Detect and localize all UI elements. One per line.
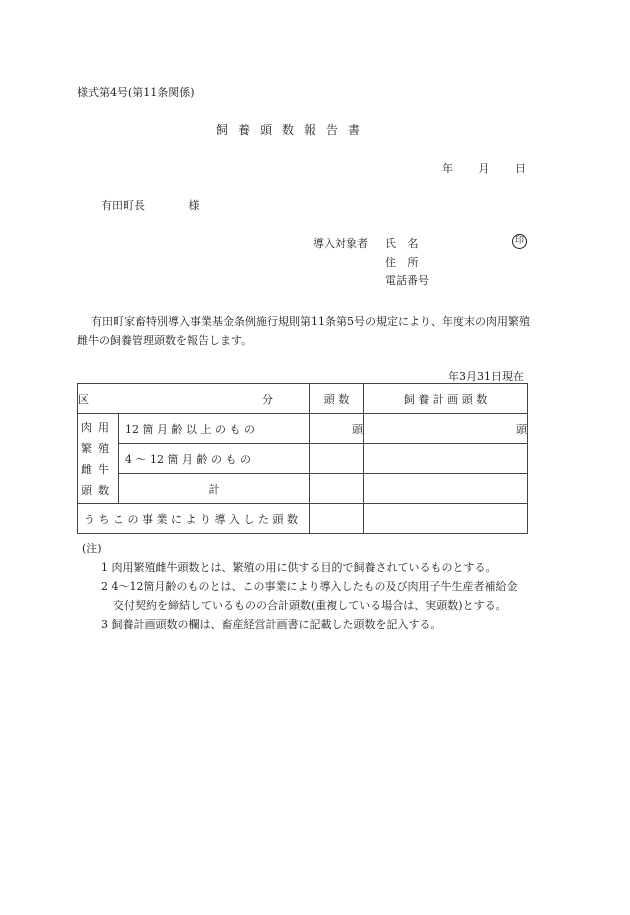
row-label-introduced: う ち こ の 事 業 に よ り 導 入 し た 頭 数 bbox=[78, 504, 310, 534]
table-row bbox=[78, 444, 528, 474]
group-label-line: 肉用 bbox=[81, 420, 115, 434]
addressee: 有田町長 様 bbox=[101, 199, 200, 212]
livestock-count-table bbox=[77, 383, 528, 534]
count-cell-unit[interactable]: 頭 bbox=[310, 414, 364, 444]
row-label-total: 計 bbox=[119, 474, 310, 504]
table-row bbox=[78, 474, 528, 504]
phone-label: 電話番号 bbox=[385, 274, 429, 287]
group-label bbox=[78, 414, 119, 504]
form-number: 様式第4号(第11条関係) bbox=[77, 86, 195, 99]
address-label: 住 所 bbox=[385, 256, 419, 269]
name-label: 氏 名 bbox=[385, 237, 419, 250]
date-line: 年 月 日 bbox=[442, 162, 526, 175]
header-category-left: 区 bbox=[78, 392, 89, 406]
header-category-right: 分 bbox=[262, 392, 273, 406]
note-2: 2 4〜12箇月齢のものとは、この事業により導入したもの及び肉用子牛生産者補給金 bbox=[101, 580, 518, 593]
seal-mark: 印 bbox=[512, 234, 527, 249]
note-1: 1 肉用繁殖雌牛頭数とは、繁殖の用に供する目的で飼養されているものとする。 bbox=[101, 561, 497, 574]
table-row bbox=[78, 414, 528, 444]
header-count: 頭 数 bbox=[310, 384, 364, 414]
plan-cell[interactable] bbox=[364, 444, 528, 474]
table-row bbox=[78, 504, 528, 534]
count-cell[interactable] bbox=[310, 504, 364, 534]
header-plan: 飼 養 計 画 頭 数 bbox=[364, 384, 528, 414]
document-title: 飼養頭数報告書 bbox=[216, 123, 371, 137]
group-label-line: 雌牛 bbox=[81, 462, 115, 476]
body-text: 有田町家畜特別導入事業基金条例施行規則第11条第5号の規定により、年度末の肉用繁殖雌牛の飼養管理頭数を報告します。 bbox=[77, 315, 530, 347]
applicant-label: 導入対象者 bbox=[313, 237, 368, 250]
plan-cell[interactable] bbox=[364, 474, 528, 504]
group-label-line: 頭数 bbox=[81, 483, 115, 497]
row-label-4-12-months: 4 〜 12 箇 月 齢 の も の bbox=[119, 444, 310, 474]
count-cell[interactable] bbox=[310, 474, 364, 504]
group-label-line: 繁殖 bbox=[81, 441, 115, 455]
header-category bbox=[78, 384, 310, 414]
as-of-date: 年3月31日現在 bbox=[448, 370, 524, 383]
note-3: 3 飼養計画頭数の欄は、畜産経営計画書に記載した頭数を記入する。 bbox=[101, 618, 442, 631]
count-cell[interactable] bbox=[310, 444, 364, 474]
plan-cell-unit[interactable]: 頭 bbox=[364, 414, 528, 444]
plan-cell[interactable] bbox=[364, 504, 528, 534]
notes-heading: (注) bbox=[82, 542, 102, 555]
row-label-12-months-plus: 12 箇 月 齢 以 上 の も の bbox=[119, 414, 310, 444]
note-2-continued: 交付契約を締結しているものの合計頭数(重複している場合は、実頭数)とする。 bbox=[113, 599, 507, 612]
table-header-row bbox=[78, 384, 528, 414]
